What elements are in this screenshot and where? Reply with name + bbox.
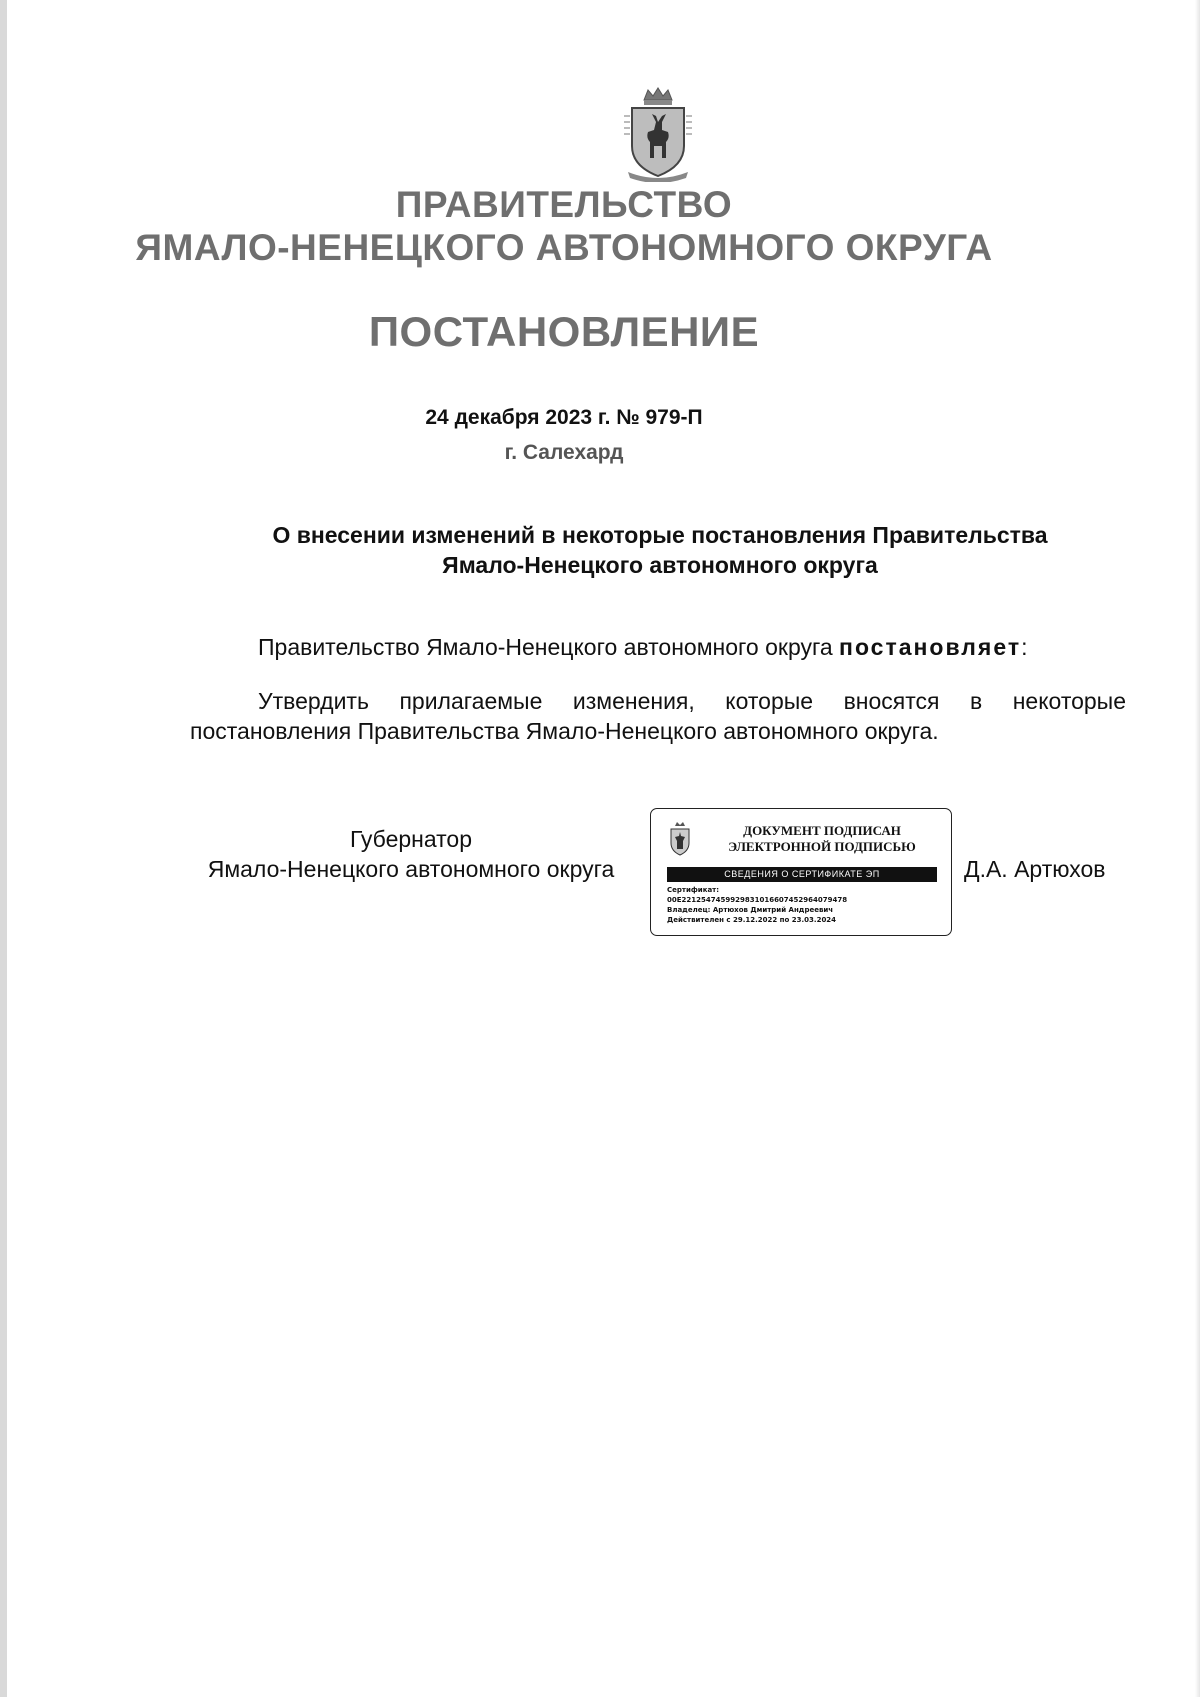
stamp-certificate-details: [667, 885, 942, 925]
decree-date-number: 24 декабря 2023 г. № 979-П: [425, 406, 703, 429]
subject-line1: О внесении изменений в некоторые постановления Правительства: [272, 522, 1048, 548]
signer-position-line1: Губернатор: [349, 826, 473, 852]
stamp-heading-line2: ЭЛЕКТРОННОЙ ПОДПИСЬЮ: [728, 839, 916, 854]
stamp-cert-label: Сертификат:: [667, 886, 720, 894]
signer-name: Д.А. Артюхов: [964, 856, 1106, 882]
subject-line2: Ямало-Ненецкого автономного округа: [442, 552, 878, 578]
decree-city: г. Салехард: [504, 441, 624, 464]
stamp-heading-line1: ДОКУМЕНТ ПОДПИСАН: [743, 823, 901, 838]
preamble-lead: Правительство Ямало-Ненецкого автономного округа: [258, 634, 840, 660]
government-name-line1: ПРАВИТЕЛЬСТВО: [395, 184, 733, 225]
preamble-tail: :: [1021, 634, 1028, 660]
yamal-coat-of-arms-icon: [620, 86, 696, 182]
preamble-keyword: постановляет: [839, 634, 1022, 660]
stamp-cert-number: 00E2212547459929831016607452964079478: [667, 896, 848, 904]
stamp-heading: [705, 823, 939, 855]
government-name-line2: ЯМАЛО-НЕНЕЦКОГО АВТОНОМНОГО ОКРУГА: [135, 227, 993, 268]
stamp-validity: Действителен с 29.12.2022 по 23.03.2024: [667, 916, 837, 924]
resolution-text: Утвердить прилагаемые изменения, которые вносятся в некоторые постановления Правительства Ямало-Ненецкого автономного округа.: [190, 688, 1126, 744]
decree-subject: [190, 520, 1130, 580]
signer-position: [186, 824, 636, 884]
signer-position-line2: Ямало-Ненецкого автономного округа: [207, 856, 615, 882]
electronic-signature-stamp: [650, 808, 952, 936]
stamp-certificate-bar: СВЕДЕНИЯ О СЕРТИФИКАТЕ ЭП: [667, 867, 937, 882]
yamal-coat-of-arms-icon: [667, 821, 693, 857]
decree-title: ПОСТАНОВЛЕНИЕ: [368, 308, 760, 355]
resolution-preamble: [258, 632, 1138, 662]
stamp-owner: Владелец: Артюхов Дмитрий Андреевич: [667, 906, 834, 914]
